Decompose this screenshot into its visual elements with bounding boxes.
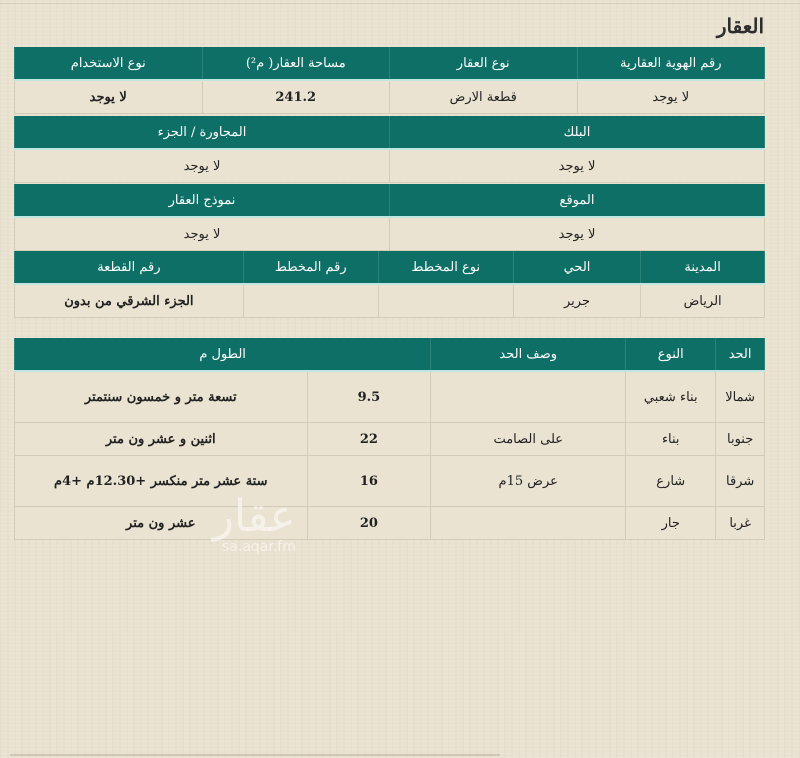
value-plot-number: الجزء الشرقي من بدون	[15, 284, 244, 318]
table-row	[15, 423, 765, 456]
table-row	[15, 456, 765, 507]
boundary-east: شرقا	[716, 456, 765, 507]
watermark-url: sa.aqar.fm	[222, 539, 296, 555]
header-plan-number: رقم المخطط	[243, 251, 378, 284]
table-header-row	[15, 47, 765, 80]
header-plot-number: رقم القطعة	[15, 251, 244, 284]
header-city: المدينة	[641, 251, 765, 284]
header-neighborhood-part: المجاورة / الجزء	[15, 116, 390, 149]
boundary-description: عرض 15م	[431, 456, 626, 507]
header-plan-type: نوع المخطط	[378, 251, 513, 284]
location-info-table	[14, 184, 765, 251]
table-header-row	[15, 184, 765, 217]
table-row	[15, 371, 765, 423]
boundary-length-text: اثنين و عشر ون متر	[15, 423, 308, 456]
boundary-length-number: 16	[307, 456, 431, 507]
bottom-divider	[10, 754, 500, 756]
boundary-type: شارع	[626, 456, 716, 507]
boundary-north: شمالا	[716, 371, 765, 423]
boundary-length-number: 9.5	[307, 371, 431, 423]
boundary-description	[431, 507, 626, 540]
table-row	[15, 217, 765, 251]
table-row	[15, 80, 765, 114]
boundaries-table	[14, 338, 765, 540]
header-property-area: مساحة العقار( م²)	[202, 47, 390, 80]
watermark-logo: عقار	[212, 491, 296, 542]
header-type: النوع	[626, 338, 716, 371]
header-usage-type: نوع الاستخدام	[15, 47, 203, 80]
value-city: الرياض	[641, 284, 765, 318]
value-block: لا يوجد	[390, 149, 765, 183]
header-location: الموقع	[390, 184, 765, 217]
header-length: الطول م	[15, 338, 431, 371]
table-row	[15, 284, 765, 318]
boundary-description	[431, 371, 626, 423]
boundary-south: جنوبا	[716, 423, 765, 456]
header-description: وصف الحد	[431, 338, 626, 371]
boundary-length-number: 20	[307, 507, 431, 540]
table-header-row	[15, 251, 765, 284]
boundary-length-text: تسعة متر و خمسون سنتمتر	[15, 371, 308, 423]
boundary-type: بناء	[626, 423, 716, 456]
table-header-row	[15, 116, 765, 149]
value-property-model: لا يوجد	[15, 217, 390, 251]
property-info-table	[14, 47, 765, 114]
header-boundary: الحد	[716, 338, 765, 371]
boundary-type: جار	[626, 507, 716, 540]
table-row	[15, 507, 765, 540]
value-property-area: 241.2	[202, 80, 390, 114]
header-property-type: نوع العقار	[390, 47, 578, 80]
header-property-model: نموذج العقار	[15, 184, 390, 217]
table-header-row	[15, 338, 765, 371]
boundary-length-number: 22	[307, 423, 431, 456]
page-title: العقار	[716, 14, 764, 38]
boundary-length-text: عشر ون متر	[15, 507, 308, 540]
value-location: لا يوجد	[390, 217, 765, 251]
value-plan-type	[378, 284, 513, 318]
plan-info-table	[14, 251, 765, 318]
block-info-table	[14, 116, 765, 183]
value-district: جرير	[513, 284, 641, 318]
value-usage-type: لا يوجد	[15, 80, 203, 114]
header-property-id: رقم الهوية العقارية	[577, 47, 765, 80]
value-neighborhood-part: لا يوجد	[15, 149, 390, 183]
boundary-type: بناء شعبي	[626, 371, 716, 423]
boundary-length-text: ستة عشر متر منكسر +12.30م +4م	[15, 456, 308, 507]
value-property-id: لا يوجد	[577, 80, 765, 114]
header-district: الحي	[513, 251, 641, 284]
value-plan-number	[243, 284, 378, 318]
boundary-description: على الصامت	[431, 423, 626, 456]
value-property-type: قطعة الارض	[390, 80, 578, 114]
header-block: البلك	[390, 116, 765, 149]
boundary-west: غربا	[716, 507, 765, 540]
top-divider	[0, 0, 800, 4]
table-row	[15, 149, 765, 183]
